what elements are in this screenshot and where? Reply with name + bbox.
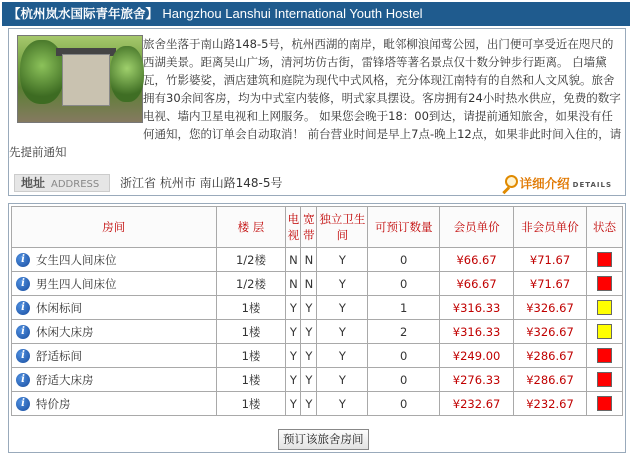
room-bathroom: Y bbox=[317, 248, 368, 272]
info-icon[interactable]: i bbox=[16, 253, 30, 267]
address-text: 浙江省 杭州市 南山路148-5号 bbox=[120, 176, 283, 190]
room-nonmember-price: ¥326.67 bbox=[514, 296, 587, 320]
room-available: 0 bbox=[368, 248, 440, 272]
room-tv: Y bbox=[286, 392, 301, 416]
room-floor: 1/2楼 bbox=[216, 248, 286, 272]
room-status-cell bbox=[586, 344, 622, 368]
room-bathroom: Y bbox=[317, 392, 368, 416]
room-floor: 1楼 bbox=[216, 368, 286, 392]
room-status-cell bbox=[586, 296, 622, 320]
room-status-cell bbox=[586, 320, 622, 344]
room-name: 休闲标间 bbox=[36, 300, 82, 315]
room-broadband: Y bbox=[301, 344, 317, 368]
header-bathroom: 独立卫生间 bbox=[317, 207, 368, 248]
room-broadband: Y bbox=[301, 320, 317, 344]
table-row bbox=[12, 368, 623, 392]
room-status-cell bbox=[586, 272, 622, 296]
room-tv: Y bbox=[286, 296, 301, 320]
room-member-price: ¥232.67 bbox=[440, 392, 514, 416]
details-label-en: DETAILS bbox=[572, 181, 612, 189]
room-nonmember-price: ¥232.67 bbox=[514, 392, 587, 416]
room-bathroom: Y bbox=[317, 368, 368, 392]
room-nonmember-price: ¥286.67 bbox=[514, 344, 587, 368]
room-floor: 1楼 bbox=[216, 392, 286, 416]
room-name-cell bbox=[12, 320, 217, 344]
room-bathroom: Y bbox=[317, 344, 368, 368]
room-member-price: ¥276.33 bbox=[440, 368, 514, 392]
room-nonmember-price: ¥326.67 bbox=[514, 320, 587, 344]
table-row bbox=[12, 272, 623, 296]
room-name: 休闲大床房 bbox=[36, 324, 94, 339]
room-nonmember-price: ¥71.67 bbox=[514, 248, 587, 272]
header-available: 可预订数量 bbox=[368, 207, 440, 248]
room-broadband: Y bbox=[301, 296, 317, 320]
room-broadband: N bbox=[301, 272, 317, 296]
room-tv: N bbox=[286, 248, 301, 272]
room-name: 男生四人间床位 bbox=[36, 276, 117, 291]
room-member-price: ¥316.33 bbox=[440, 296, 514, 320]
room-available: 0 bbox=[368, 344, 440, 368]
magnifier-icon bbox=[501, 175, 517, 191]
room-nonmember-price: ¥71.67 bbox=[514, 272, 587, 296]
room-floor: 1/2楼 bbox=[216, 272, 286, 296]
room-broadband: Y bbox=[301, 392, 317, 416]
room-name-cell bbox=[12, 272, 217, 296]
info-icon[interactable]: i bbox=[16, 373, 30, 387]
room-member-price: ¥66.67 bbox=[440, 248, 514, 272]
room-tv: Y bbox=[286, 368, 301, 392]
room-tv: N bbox=[286, 272, 301, 296]
table-row bbox=[12, 296, 623, 320]
room-bathroom: Y bbox=[317, 272, 368, 296]
status-indicator bbox=[597, 396, 612, 411]
hostel-description: 旅舍坐落于南山路148-5号，杭州西湖的南岸，毗邻柳浪闻莺公园，出门便可享受近在咫尺的西湖美景。距离吴山广场，清河坊仿古街，雷锋塔等著名景点仅十数分钟步行距离。 白墙黛瓦，竹影婆娑，酒店建筑和庭院为现代中式风格，充分体现江南特有的自然和人文风貌。旅舍拥有30余间客房，均为中式室内装修，明式家具摆设。客房拥有24小时热水供应，免费的数字电视、墙内卫星电视和上网服务。 如果您会晚于18：00到达，请提前通知旅舍，如果没有任何通知，您的订单会自动取消！ 前台营业时间是早上7点-晚上12点，如果非此时间入住的，请先提前通知 bbox=[9, 37, 622, 159]
address-bar bbox=[14, 173, 620, 193]
status-indicator bbox=[597, 324, 612, 339]
hostel-info-panel bbox=[8, 28, 626, 196]
room-name-cell bbox=[12, 368, 217, 392]
room-table bbox=[11, 206, 623, 416]
room-tv: Y bbox=[286, 344, 301, 368]
room-floor: 1楼 bbox=[216, 320, 286, 344]
room-name-cell bbox=[12, 296, 217, 320]
info-icon[interactable]: i bbox=[16, 349, 30, 363]
address-label-cn: 地址 bbox=[21, 176, 46, 190]
address-label bbox=[14, 174, 110, 192]
details-link[interactable] bbox=[501, 173, 612, 193]
room-name-cell bbox=[12, 248, 217, 272]
room-name: 舒适大床房 bbox=[36, 372, 94, 387]
table-row bbox=[12, 320, 623, 344]
info-icon[interactable]: i bbox=[16, 301, 30, 315]
room-nonmember-price: ¥286.67 bbox=[514, 368, 587, 392]
room-available: 1 bbox=[368, 296, 440, 320]
address-label-en: ADDRESS bbox=[51, 179, 100, 190]
room-available: 0 bbox=[368, 368, 440, 392]
room-status-cell bbox=[586, 248, 622, 272]
room-name-cell bbox=[12, 344, 217, 368]
table-row bbox=[12, 344, 623, 368]
status-indicator bbox=[597, 300, 612, 315]
room-member-price: ¥316.33 bbox=[440, 320, 514, 344]
room-status-cell bbox=[586, 392, 622, 416]
info-icon[interactable]: i bbox=[16, 325, 30, 339]
header-status: 状态 bbox=[586, 207, 622, 248]
room-table-panel bbox=[8, 203, 626, 453]
room-name: 特价房 bbox=[36, 396, 71, 411]
status-indicator bbox=[597, 252, 612, 267]
status-indicator bbox=[597, 372, 612, 387]
room-member-price: ¥66.67 bbox=[440, 272, 514, 296]
room-available: 2 bbox=[368, 320, 440, 344]
hostel-description-block bbox=[9, 35, 623, 161]
room-name: 女生四人间床位 bbox=[36, 252, 117, 267]
room-available: 0 bbox=[368, 272, 440, 296]
room-member-price: ¥249.00 bbox=[440, 344, 514, 368]
table-row bbox=[12, 248, 623, 272]
table-row bbox=[12, 392, 623, 416]
hostel-title-en: Hangzhou Lanshui International Youth Hostel bbox=[162, 6, 423, 21]
room-bathroom: Y bbox=[317, 296, 368, 320]
info-icon[interactable]: i bbox=[16, 397, 30, 411]
room-available: 0 bbox=[368, 392, 440, 416]
header-nonmember-price: 非会员单价 bbox=[514, 207, 587, 248]
room-floor: 1楼 bbox=[216, 344, 286, 368]
book-rooms-button[interactable]: 预订该旅舍房间 bbox=[278, 429, 369, 450]
status-indicator bbox=[597, 276, 612, 291]
room-status-cell bbox=[586, 368, 622, 392]
room-name: 舒适标间 bbox=[36, 348, 82, 363]
header-floor: 楼 层 bbox=[216, 207, 286, 248]
header-room: 房间 bbox=[12, 207, 217, 248]
details-label-cn: 详细介绍 bbox=[519, 176, 570, 191]
header-member-price: 会员单价 bbox=[440, 207, 514, 248]
room-name-cell bbox=[12, 392, 217, 416]
room-bathroom: Y bbox=[317, 320, 368, 344]
room-broadband: N bbox=[301, 248, 317, 272]
room-broadband: Y bbox=[301, 368, 317, 392]
page-title-bar bbox=[2, 2, 630, 26]
room-floor: 1楼 bbox=[216, 296, 286, 320]
room-tv: Y bbox=[286, 320, 301, 344]
status-indicator bbox=[597, 348, 612, 363]
info-icon[interactable]: i bbox=[16, 277, 30, 291]
header-broadband: 宽带 bbox=[301, 207, 317, 248]
table-header-row bbox=[12, 207, 623, 248]
header-tv: 电视 bbox=[286, 207, 301, 248]
hostel-title-cn: 【杭州岚水国际青年旅舍】 bbox=[8, 6, 159, 21]
